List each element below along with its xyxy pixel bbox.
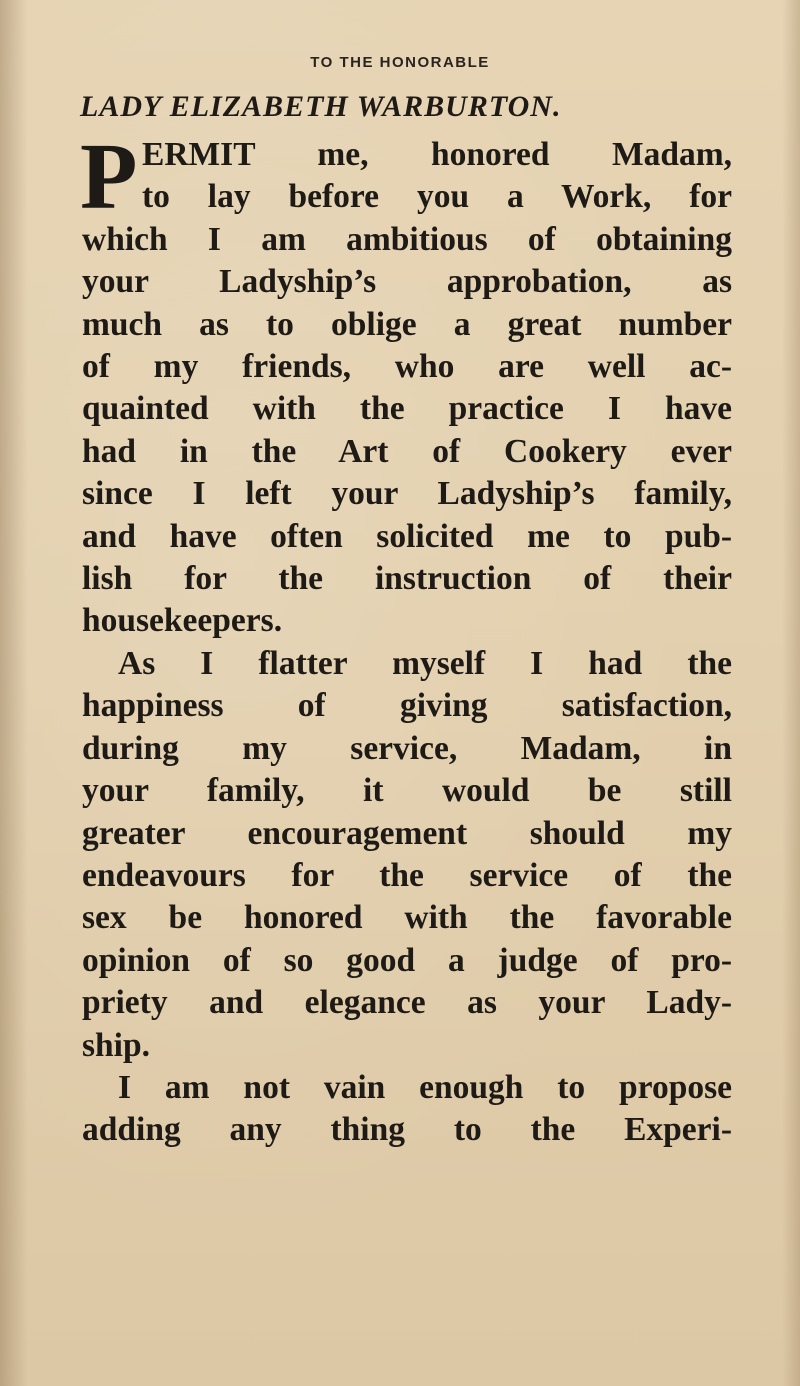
text-line: your Ladyship’s approbation, as <box>82 263 732 301</box>
text-line: sex be honored with the favorable <box>82 899 732 937</box>
text-line: of my friends, who are well ac- <box>82 348 732 386</box>
text-line: I am not vain enough to propose <box>118 1068 732 1106</box>
text-line: and have often solicited me to pub- <box>82 517 732 555</box>
page-edge-shadow-left <box>0 0 28 1386</box>
text-line: since I left your Ladyship’s family, <box>82 475 732 513</box>
text-line: happiness of giving satisfaction, <box>82 687 732 725</box>
text-line: your family, it would be still <box>82 772 732 810</box>
text-line: housekeepers. <box>82 602 283 640</box>
text-line: ship. <box>82 1026 150 1064</box>
text-line: to lay before you a Work, for <box>142 178 732 216</box>
text-line: adding any thing to the Experi- <box>82 1111 732 1149</box>
text-line: during my service, Madam, in <box>82 729 732 767</box>
dedication-recipient: LADY ELIZABETH WARBURTON. <box>80 90 562 123</box>
text-line: endeavours for the service of the <box>82 856 732 894</box>
text-line: quainted with the practice I have <box>82 390 732 428</box>
text-line: As I flatter myself I had the <box>118 644 732 682</box>
drop-cap-letter: P <box>80 125 138 229</box>
text-line: priety and elegance as your Lady- <box>82 984 732 1022</box>
text-line: much as to oblige a great number <box>82 305 732 343</box>
text-line: lish for the instruction of their <box>82 560 732 598</box>
running-head: TO THE HONORABLE <box>310 54 490 71</box>
text-line: which I am ambitious of obtaining <box>82 220 732 258</box>
text-line: had in the Art of Cookery ever <box>82 432 732 470</box>
text-line: ERMIT me, honored Madam, <box>142 136 732 173</box>
text-line: greater encouragement should my <box>82 814 732 852</box>
dedication-body <box>80 125 732 1152</box>
text-line: opinion of so good a judge of pro- <box>82 941 732 979</box>
page-edge-shadow-right <box>782 0 800 1386</box>
